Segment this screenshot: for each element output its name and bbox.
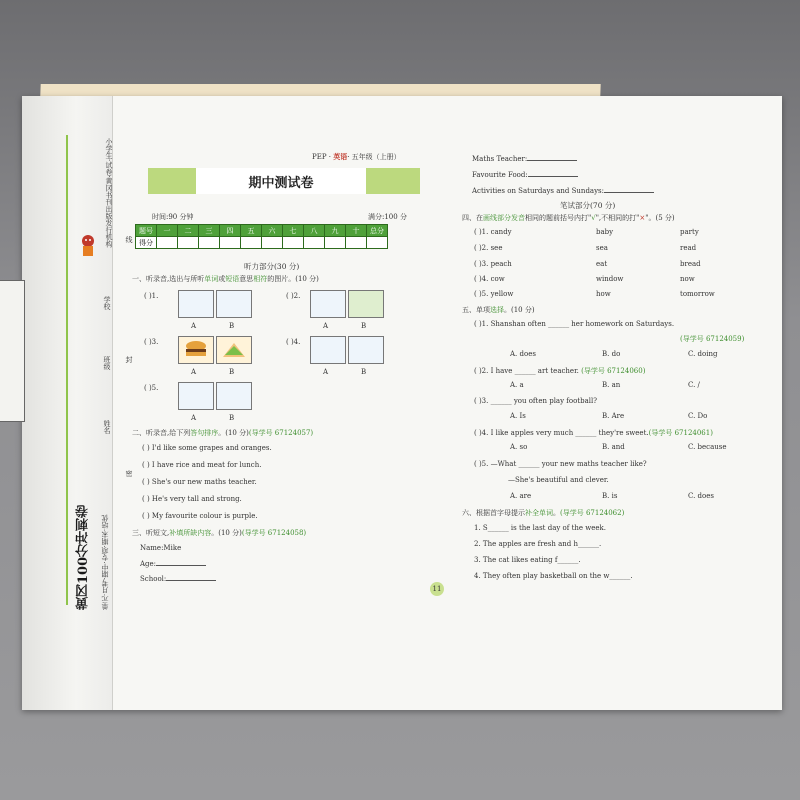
q3-school: School: <box>140 574 216 583</box>
q2-line-1: ( ) I'd like some grapes and oranges. <box>142 444 272 452</box>
line-mark: 线 <box>125 236 133 243</box>
girl-picture <box>178 290 214 318</box>
time-label: 时间:90 分钟 <box>152 213 194 221</box>
seal-mark: 封 <box>125 356 133 363</box>
q2-line-3: ( ) She's our new maths teacher. <box>142 478 257 486</box>
side-top-text: 小学生·试卷·黄冈书刊出版发行机构 <box>105 138 113 248</box>
q3-instruction: 三、听短文,补填所缺内容。(10 分)(导学号 67124058) <box>132 529 307 537</box>
q3-name: Name:Mike <box>140 544 182 552</box>
full-score-label: 满分:100 分 <box>368 213 407 221</box>
sandwich-picture <box>216 336 252 364</box>
brand-title: 黄冈100分冲刺卷 <box>76 504 91 610</box>
q2-line-5: ( ) My favourite colour is purple. <box>142 512 258 520</box>
exam-title: 期中测试卷 <box>196 168 366 194</box>
kids-picture <box>348 290 384 318</box>
q5-instruction: 五、单项选择。(10 分) <box>462 306 535 314</box>
header-subject: 英语 <box>333 152 348 161</box>
calendar-a-picture <box>310 336 346 364</box>
q4-instruction: 四、在画线部分发音相同的题前括号内打"√",不相同的打"×"。(5 分) <box>462 214 675 222</box>
mascot-icon <box>78 232 98 258</box>
q2-line-2: ( ) I have rice and meat for lunch. <box>142 461 262 469</box>
school-label: 学校 <box>103 296 111 310</box>
page-number: 11 <box>430 582 444 596</box>
q6-instruction: 六、根据首字母提示补全单词。(导学号 67124062) <box>462 509 625 517</box>
sandwich-icon <box>217 337 251 363</box>
field-activities: Activities on Saturdays and Sundays: <box>472 186 654 195</box>
q1-item-2: ( )2. <box>286 292 301 300</box>
hamburger-icon <box>179 337 213 363</box>
q1-item-4: ( )4. <box>286 338 301 346</box>
inner-mark: 密 <box>125 470 133 477</box>
q3-age: Age: <box>140 559 206 568</box>
q1-item-1: ( )1. <box>144 292 159 300</box>
q1-instruction: 一、听录音,选出与所听单词或短语意思相符的图片。(10 分) <box>132 275 319 283</box>
header-grade: · 五年级（上册） <box>347 153 401 161</box>
field-favourite-food: Favourite Food: <box>472 170 578 179</box>
brand-subtitle: 单元·月考·期中·专项·期末·培优 <box>101 514 109 610</box>
field-maths-teacher: Maths Teacher: <box>472 154 577 163</box>
grandma-picture <box>216 290 252 318</box>
q2-line-4: ( ) He's very tall and strong. <box>142 495 242 503</box>
q1-item-5: ( )5. <box>144 384 159 392</box>
header-series: PEP · <box>312 153 334 161</box>
name-label: 姓名 <box>103 420 111 434</box>
q2-instruction: 二、听录音,给下列答句排序。(10 分)(导学号 67124057) <box>132 429 314 437</box>
reading-picture <box>178 382 214 410</box>
man-picture <box>310 290 346 318</box>
score-table: 题号 一 二 三 四 五 六 七 八 九 十 总分 得分 <box>135 224 388 249</box>
header-line <box>312 152 401 162</box>
painting-picture <box>216 382 252 410</box>
hamburger-picture <box>178 336 214 364</box>
q1-item-3: ( )3. <box>144 338 159 346</box>
class-label: 班级 <box>103 356 111 370</box>
listening-title: 听力部分(30 分) <box>244 262 300 271</box>
calendar-b-picture <box>348 336 384 364</box>
written-title: 笔试部分(70 分) <box>560 201 616 210</box>
left-page-edge <box>0 280 25 422</box>
